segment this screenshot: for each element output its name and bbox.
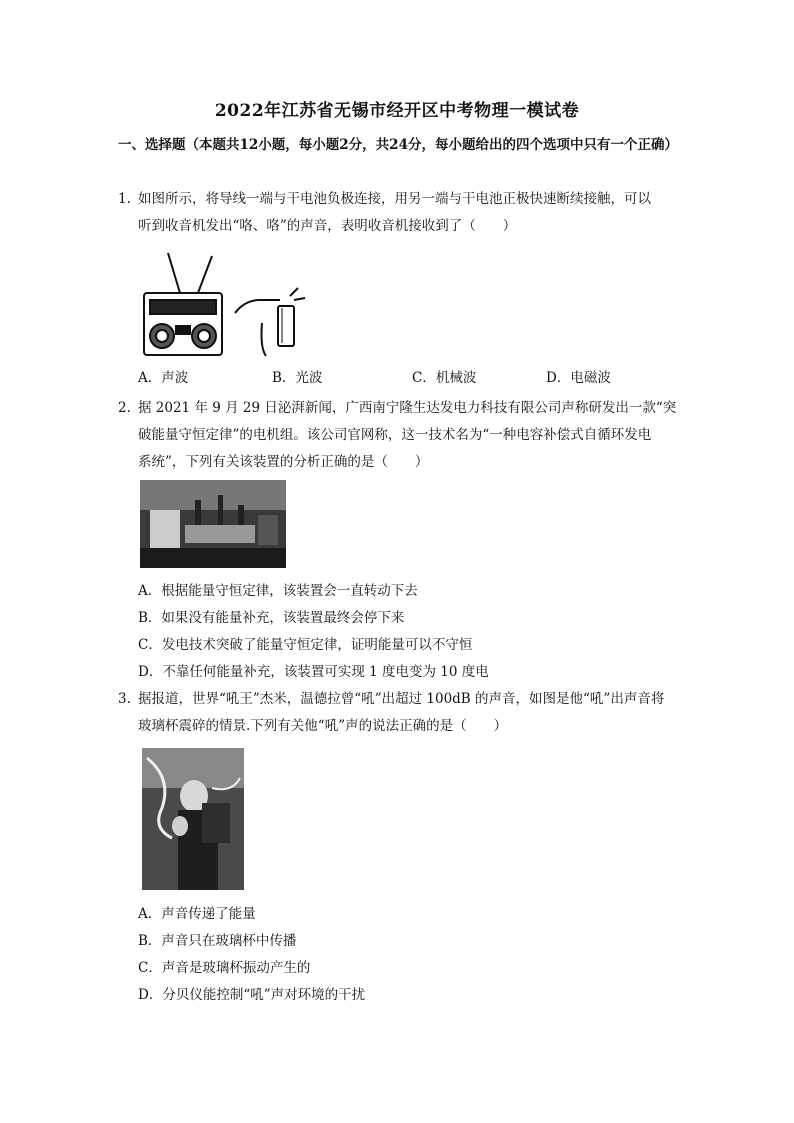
exam-title: 2022年江苏省无锡市经开区中考物理一模试卷	[214, 101, 580, 121]
option-c: C．声音是玻璃杯振动产生的	[138, 960, 311, 976]
question-text-line: 破能量守恒定律”的电机组。该公司官网称，这一技术名为“一种电容补偿式自循环发电	[138, 427, 652, 443]
question-number: 2.	[118, 400, 131, 416]
option-b: B．光波	[272, 370, 323, 386]
option-a: A．声音传递了能量	[138, 906, 256, 922]
question-number: 3.	[118, 691, 131, 707]
radio-battery-figure	[140, 248, 310, 360]
option-d: D．不靠任何能量补充，该装置可实现 1 度电变为 10 度电	[138, 664, 489, 680]
radio-icon	[144, 253, 222, 355]
option-a: A．声波	[138, 370, 189, 386]
question-2	[118, 395, 688, 476]
question-number: 1.	[118, 191, 131, 207]
option-c: C．发电技术突破了能量守恒定律，证明能量可以不守恒	[138, 637, 473, 653]
battery-icon	[235, 288, 305, 356]
option-d: D．电磁波	[546, 370, 611, 386]
option-d: D．分贝仪能控制“吼”声对环境的干扰	[138, 987, 366, 1003]
singer-glass-photo	[142, 748, 244, 890]
question-text-line: 玻璃杯震碎的情景.下列有关他“吼”声的说法正确的是（ ）	[138, 718, 508, 734]
question-3	[118, 686, 688, 740]
question-text-line: 据 2021 年 9 月 29 日泌湃新闻，广西南宁隆生达发电力科技有限公司声称研发出一款“突	[138, 400, 677, 416]
power-plant-photo	[140, 480, 286, 568]
question-text-line: 据报道，世界“吼王”杰米，温德拉曾“吼”出超过 100dB 的声音，如图是他“吼”出声音将	[138, 691, 665, 707]
option-b: B．声音只在玻璃杯中传播	[138, 933, 297, 949]
question-text-line: 系统”，下列有关该装置的分析正确的是（ ）	[138, 454, 429, 470]
option-c: C．机械波	[412, 370, 477, 386]
option-a: A．根据能量守恒定律，该装置会一直转动下去	[138, 583, 418, 599]
question-text-line: 如图所示，将导线一端与干电池负极连接，用另一端与干电池正极快速断续接触，可以	[138, 191, 651, 207]
option-b: B．如果没有能量补充，该装置最终会停下来	[138, 610, 405, 626]
question-1	[118, 186, 688, 240]
section-heading: 一、选择题（本题共12小题，每小题2分，共24分，每小题给出的四个选项中只有一个正确）	[118, 137, 678, 153]
question-text-line: 听到收音机发出“咯、咯”的声音，表明收音机接收到了（ ）	[138, 218, 517, 234]
